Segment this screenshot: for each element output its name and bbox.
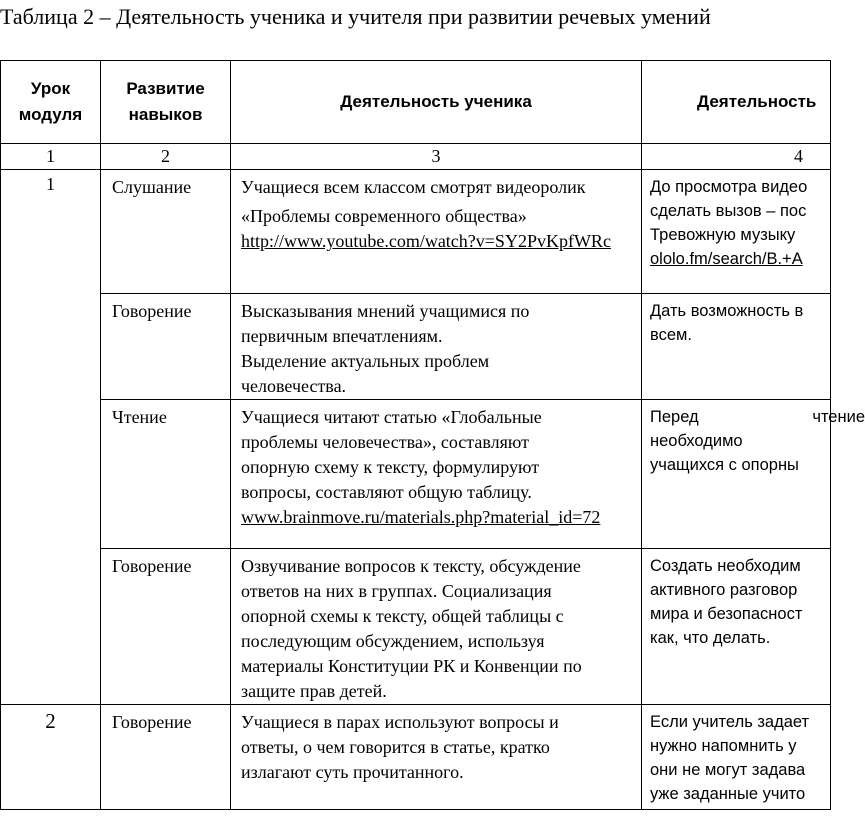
module-cell: 2 [1, 705, 101, 810]
header-student-activity: Деятельность ученика [231, 61, 642, 144]
column-number: 4 [642, 144, 831, 170]
student-activity-cell: Учащиеся в парах используют вопросы и ответы, о чем говорится в статье, кратко излагают суть прочитанного. [231, 705, 642, 810]
music-link[interactable]: ololo.fm/search/В.+А [650, 250, 803, 268]
module-cell: 1 [1, 170, 101, 705]
activity-table [0, 60, 865, 810]
skill-cell: Чтение [101, 400, 231, 549]
skill-cell: Говорение [101, 294, 231, 400]
teacher-activity-cell: Перед чтение необходимо учащихся с опорны [642, 400, 831, 549]
student-activity-cell: Учащиеся всем классом смотрят видеоролик «Проблемы современного общества» http://www.youtube.com/watch?v=SY2PvKpfWRc [231, 170, 642, 294]
header-skills: Развитие навыков [101, 61, 231, 144]
skill-cell: Слушание [101, 170, 231, 294]
teacher-activity-cell: Если учитель задает нужно напомнить у они не могут задава уже заданные учито [642, 705, 831, 810]
column-number: 1 [1, 144, 101, 170]
table-row [1, 294, 831, 400]
table-row [1, 549, 831, 705]
student-activity-cell: Учащиеся читают статью «Глобальные проблемы человечества», составляют опорную схему к тексту, формулируют вопросы, составляют общую таблицу. www.brainmove.ru/materials.php?material_id=72 [231, 400, 642, 549]
skill-cell: Говорение [101, 705, 231, 810]
student-activity-cell: Высказывания мнений учащимися по первичным впечатлениям. Выделение актуальных проблем человечества. [231, 294, 642, 400]
header-teacher-activity: Деятельность [642, 61, 831, 144]
column-number-row [1, 144, 831, 170]
column-number: 3 [231, 144, 642, 170]
student-activity-cell: Озвучивание вопросов к тексту, обсуждение ответов на них в группах. Социализация опорной схемы к тексту, общей таблицы с последующим обсуждением, используя материалы Конституции РК и Конвенции по защите прав детей. [231, 549, 642, 705]
header-module: Урок модуля [1, 61, 101, 144]
article-link[interactable]: www.brainmove.ru/materials.php?material_id=72 [241, 507, 601, 527]
teacher-activity-cell: Создать необходим активного разговор мира и безопасност как, что делать. [642, 549, 831, 705]
teacher-activity-cell: Дать возможность в всем. [642, 294, 831, 400]
skill-cell: Говорение [101, 549, 231, 705]
table-row [1, 400, 831, 549]
video-link[interactable]: http://www.youtube.com/watch?v=SY2PvKpfWRc [241, 231, 611, 251]
column-number: 2 [101, 144, 231, 170]
table-row [1, 705, 831, 810]
table-caption: Таблица 2 – Деятельность ученика и учителя при развитии речевых умений [0, 4, 711, 29]
teacher-activity-cell: До просмотра видео сделать вызов – пос Тревожную музыку ololo.fm/search/В.+А [642, 170, 831, 294]
table-row [1, 170, 831, 294]
header-row [1, 61, 831, 144]
